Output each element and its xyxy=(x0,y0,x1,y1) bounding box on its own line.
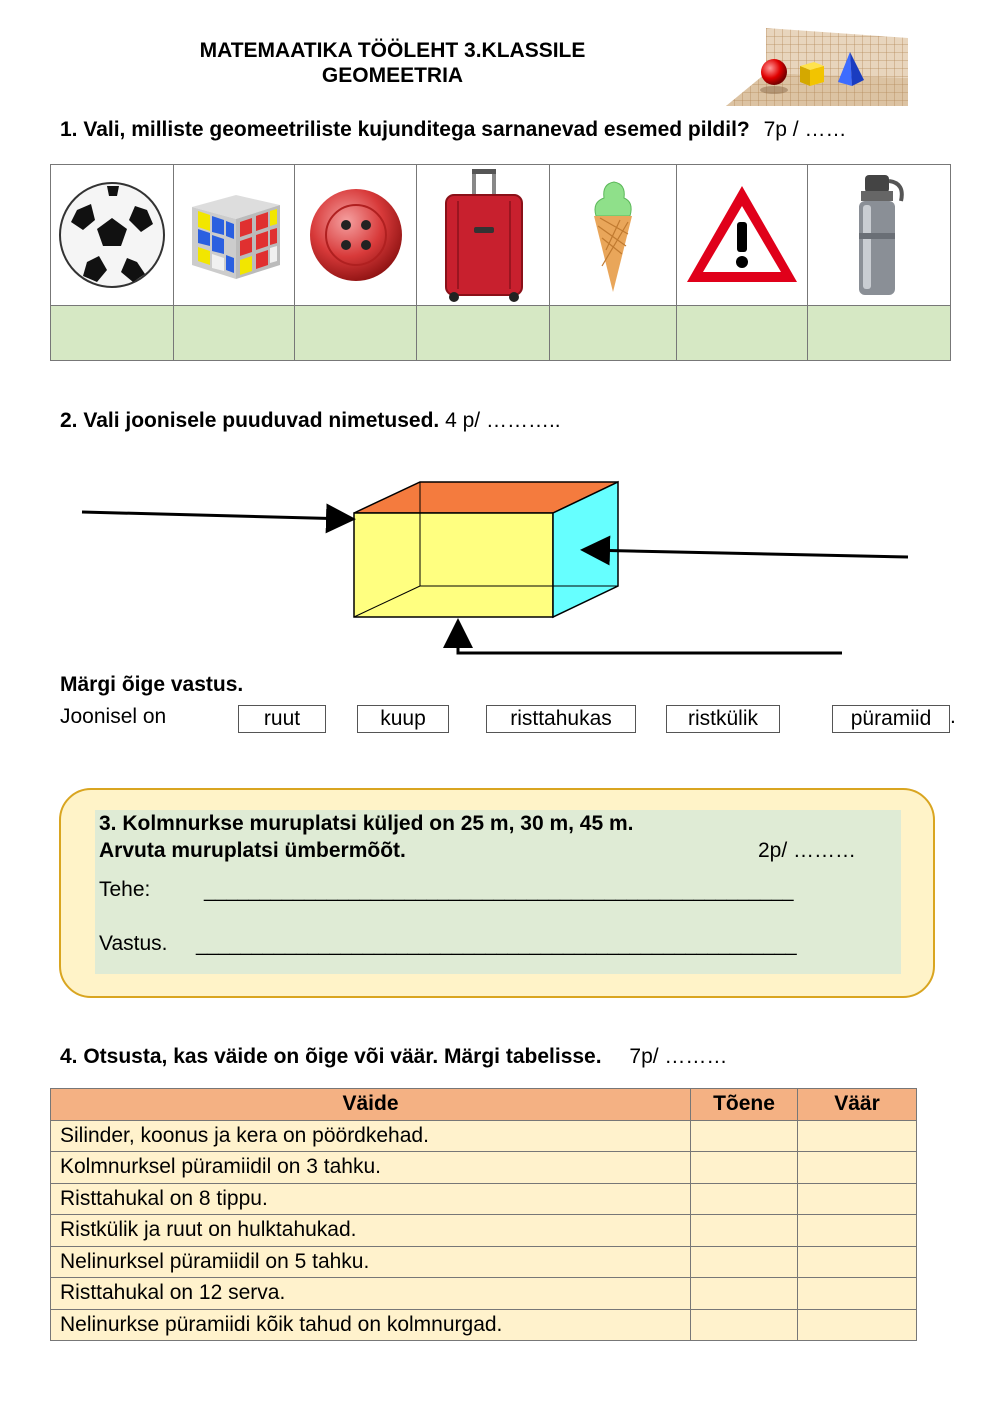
task3-vastus-label: Vastus. xyxy=(99,932,168,955)
statement-cell: Kolmnurksel püramiidil on 3 tahku. xyxy=(51,1152,691,1184)
task1-question-text: 1. Vali, milliste geomeetriliste kujunditega sarnanevad esemed pildil? xyxy=(60,118,750,141)
option-ristkulik[interactable]: ristkülik xyxy=(666,705,780,733)
true-checkbox-cell[interactable] xyxy=(691,1120,798,1152)
false-checkbox-cell[interactable] xyxy=(798,1246,917,1278)
answer-cell-7[interactable] xyxy=(808,306,951,361)
statement-cell: Risttahukal on 8 tippu. xyxy=(51,1183,691,1215)
task2-points: 4 p/ ……….. xyxy=(445,409,561,432)
answer-cell-3[interactable] xyxy=(295,306,417,361)
image-cell-ball xyxy=(51,165,174,306)
table-row xyxy=(51,1152,917,1184)
false-checkbox-cell[interactable] xyxy=(798,1278,917,1310)
task4-question-text: 4. Otsusta, kas väide on õige või väär. Märgi tabelisse. xyxy=(60,1045,602,1068)
sentence-period: . xyxy=(950,705,956,728)
task1-image-table xyxy=(50,164,951,361)
false-checkbox-cell[interactable] xyxy=(798,1120,917,1152)
statement-cell: Nelinurksel püramiidil on 5 tahku. xyxy=(51,1246,691,1278)
task1-question xyxy=(60,118,846,142)
task1-points: 7p / …… xyxy=(763,118,847,141)
warning-sign-icon xyxy=(683,182,801,288)
statement-cell: Risttahukal on 12 serva. xyxy=(51,1278,691,1310)
table-row xyxy=(51,1183,917,1215)
arrow-to-edge xyxy=(82,512,350,519)
statements-table xyxy=(50,1088,917,1341)
task4-question xyxy=(60,1045,727,1069)
soccer-ball-icon xyxy=(57,180,167,290)
task3-points: 2p/ ……… xyxy=(758,839,857,862)
false-checkbox-cell[interactable] xyxy=(798,1215,917,1247)
true-checkbox-cell[interactable] xyxy=(691,1309,798,1341)
image-cell-button xyxy=(295,165,417,306)
header-toene: Tõene xyxy=(691,1089,798,1121)
image-cell-ice-cream xyxy=(550,165,677,306)
image-cell-bottle xyxy=(808,165,951,306)
true-checkbox-cell[interactable] xyxy=(691,1152,798,1184)
task3-line2: Arvuta muruplatsi ümbermõõt. xyxy=(99,839,406,862)
task3-vastus-answer-line[interactable]: ______________________________________________________ xyxy=(196,934,797,956)
task2-sentence-start: Joonisel on xyxy=(60,705,167,728)
page-title xyxy=(140,38,645,88)
task2-question xyxy=(60,409,561,433)
table-row xyxy=(51,1120,917,1152)
header-vaide: Väide xyxy=(51,1089,691,1121)
answer-cell-4[interactable] xyxy=(417,306,550,361)
task3-tehe-answer-line[interactable]: _____________________________________________________ xyxy=(204,880,794,902)
image-cell-cube xyxy=(174,165,295,306)
false-checkbox-cell[interactable] xyxy=(798,1183,917,1215)
table-row xyxy=(51,1215,917,1247)
image-cell-warning xyxy=(677,165,808,306)
arrow-to-side-face xyxy=(586,550,908,557)
water-bottle-icon xyxy=(849,173,909,297)
image-cell-suitcase xyxy=(417,165,550,306)
task3-tehe-label: Tehe: xyxy=(99,878,151,901)
rubiks-cube-icon xyxy=(182,185,286,285)
arrow-to-bottom-edge xyxy=(458,624,842,653)
task2-question-text: 2. Vali joonisele puuduvad nimetused. xyxy=(60,409,440,432)
suitcase-icon xyxy=(438,167,528,303)
cuboid-front-face xyxy=(354,513,553,617)
header-vaar: Väär xyxy=(798,1089,917,1121)
statement-cell: Silinder, koonus ja kera on pöördkehad. xyxy=(51,1120,691,1152)
button-icon xyxy=(308,187,404,283)
task4-points: 7p/ ……… xyxy=(629,1045,728,1068)
title-line-1: MATEMAATIKA TÖÖLEHT 3.KLASSILE xyxy=(199,39,586,62)
title-line-2: GEOMEETRIA xyxy=(321,64,464,87)
true-checkbox-cell[interactable] xyxy=(691,1246,798,1278)
true-checkbox-cell[interactable] xyxy=(691,1183,798,1215)
option-risttahukas[interactable]: risttahukas xyxy=(486,705,636,733)
false-checkbox-cell[interactable] xyxy=(798,1152,917,1184)
answer-cell-1[interactable] xyxy=(51,306,174,361)
answer-cell-6[interactable] xyxy=(677,306,808,361)
answer-cell-5[interactable] xyxy=(550,306,677,361)
option-kuup[interactable]: kuup xyxy=(357,705,449,733)
table-row xyxy=(51,1309,917,1341)
option-puramiid[interactable]: püramiid xyxy=(832,705,950,733)
option-ruut[interactable]: ruut xyxy=(238,705,326,733)
task2-instruction: Märgi õige vastus. xyxy=(60,673,244,696)
geometric-shapes-icon xyxy=(726,28,908,108)
statement-cell: Nelinurkse püramiidi kõik tahud on kolmnurgad. xyxy=(51,1309,691,1341)
table-row xyxy=(51,1246,917,1278)
false-checkbox-cell[interactable] xyxy=(798,1309,917,1341)
cuboid-diagram xyxy=(0,460,1000,670)
true-checkbox-cell[interactable] xyxy=(691,1278,798,1310)
true-checkbox-cell[interactable] xyxy=(691,1215,798,1247)
statement-cell: Ristkülik ja ruut on hulktahukad. xyxy=(51,1215,691,1247)
answer-cell-2[interactable] xyxy=(174,306,295,361)
table-row xyxy=(51,1278,917,1310)
task3-line1: 3. Kolmnurkse muruplatsi küljed on 25 m, 30 m, 45 m. xyxy=(99,812,634,835)
ice-cream-cone-icon xyxy=(588,176,638,294)
